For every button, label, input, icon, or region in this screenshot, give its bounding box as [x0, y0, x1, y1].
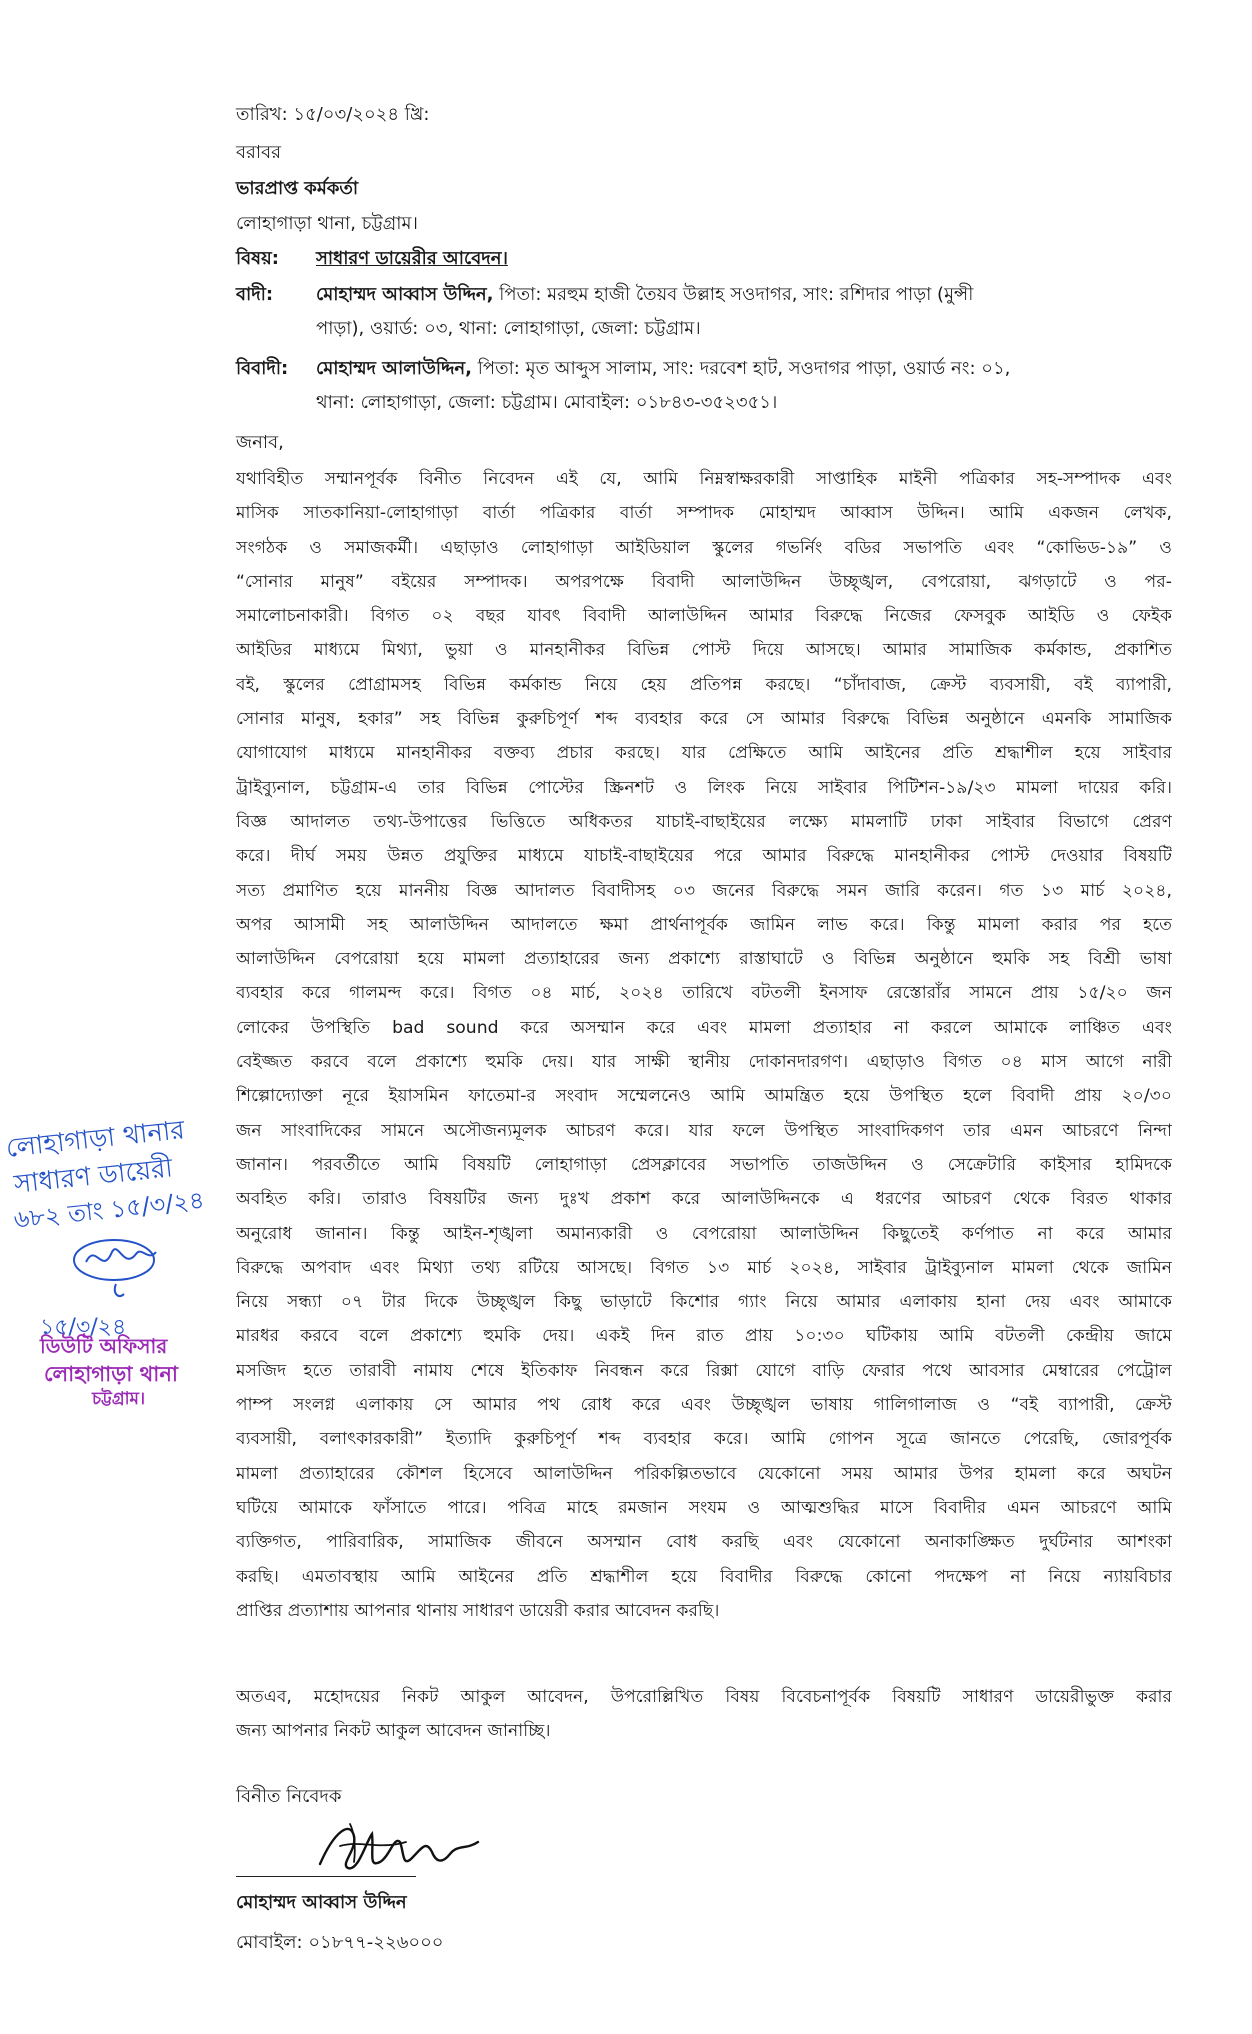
- acknowledgement-stamp: [0, 1115, 240, 1510]
- body-line: ঘটিয়ে আমাকে ফাঁসাতে পারে। পবিত্র মাহে রমজান সংযম ও আত্মশুদ্ধির মাসে বিবাদীর এমন আচরণে আমি: [236, 1497, 1172, 1518]
- defendant-details: [316, 358, 1168, 414]
- plaintiff-details: [316, 284, 1168, 340]
- handwritten-line-1: লোহাগাড়া থানার: [4, 1115, 187, 1164]
- closing-paragraph: [236, 1680, 1172, 1748]
- plaintiff-details-line-1: পিতা: মরহুম হাজী তৈয়ব উল্লাহ সওদাগর, সাং: রশিদার পাড়া (মুন্সী: [493, 284, 974, 305]
- signer-name: মোহাম্মদ আব্বাস উদ্দিন: [236, 1892, 407, 1913]
- body-line: “সোনার মানুষ” বইয়ের সম্পাদক। অপরপক্ষে বিবাদী আলাউদ্দিন উচ্ছৃঙ্খল, বেপরোয়া, ঝগড়াটে ও পর-: [236, 571, 1172, 592]
- date-line: তারিখ: ১৫/০৩/২০২৪ খ্রি:: [236, 104, 430, 125]
- recipient-place: লোহাগাড়া থানা, চট্টগ্রাম।: [236, 213, 418, 234]
- plaintiff-label: বাদী:: [236, 284, 274, 305]
- handwritten-initials-image: [66, 1232, 176, 1312]
- subject-value: সাধারণ ডায়েরীর আবেদন।: [316, 248, 508, 269]
- body-line: নিয়ে সন্ধ্যা ০৭ টার দিকে উচ্ছৃঙ্খল কিছু ভাড়াটে কিশোর গ্যাং নিয়ে আমার এলাকায় হানা দেয় এবং আমাকে: [236, 1292, 1172, 1313]
- handwritten-line-3: ৬৮২ তাং ১৫/৩/২৪: [12, 1185, 206, 1234]
- body-line: ট্রাইব্যুনাল, চট্টগ্রাম-এ তার বিভিন্ন পোস্টের স্ক্রিনশট ও লিংক নিয়ে সাইবার পিটিশন-১৯/২৩ মামলা দায়ের করি।: [236, 777, 1172, 798]
- body-line: সোনার মানুষ, হকার” সহ বিভিন্ন কুরুচিপূর্ণ শব্দ ব্যবহার করে সে আমার বিরুদ্ধে বিভিন্ন অনুষ্ঠানে এমনকি সামাজিক: [236, 709, 1172, 730]
- body-line: মামলা প্রত্যাহারের কৌশল হিসেবে আলাউদ্দিন পরিকল্পিতভাবে যেকোনো সময় আমার উপর হামলা করে অঘটন: [236, 1463, 1172, 1484]
- subject-label: বিষয়:: [236, 248, 279, 269]
- recipient-title: ভারপ্রাপ্ত কর্মকর্তা: [236, 178, 359, 199]
- body-line: জানান। পরবর্তীতে আমি বিষয়টি লোহাগাড়া প্রেসক্লাবের সভাপতি তাজউদ্দিন ও সেক্রেটারি কাইসার হামিদকে: [236, 1154, 1172, 1175]
- salutation: জনাব,: [236, 432, 284, 453]
- body-line: ব্যবসায়ী, বলাৎকারকারী” ইত্যাদি কুরুচিপূর্ণ শব্দ ব্যবহার করে। আমি গোপন সূত্রে জানতে পেরেছি, জোরপূর্বক: [236, 1429, 1172, 1450]
- body-line: সমালোচনাকারী। বিগত ০২ বছর যাবৎ বিবাদী আলাউদ্দিন আমার বিরুদ্ধে নিজের ফেসবুক আইডি ও ফেইক: [236, 606, 1172, 627]
- body-line: শিল্পোদ্যোক্তা নূরে ইয়াসমিন ফাতেমা-র সংবাদ সম্মেলনেও আমি আমন্ত্রিত হয়ে উপস্থিত হলে বিবাদী প্রায় ২০/৩০: [236, 1086, 1172, 1107]
- body-line: যোগাযোগ মাধ্যমে মানহানীকর বক্তব্য প্রচার করছে। যার প্রেক্ষিতে আমি আইনের প্রতি শ্রদ্ধাশীল হয়ে সাইবার: [236, 743, 1172, 764]
- body-line: যথাবিহীত সম্মানপূর্বক বিনীত নিবেদন এই যে, আমি নিম্নস্বাক্ষরকারী সাপ্তাহিক মাইনী পত্রিকার সহ-সম্পাদক এবং: [236, 469, 1172, 489]
- signature-image: [310, 1812, 490, 1884]
- handwritten-date: ১৫/৩/২৪: [40, 1315, 127, 1340]
- plaintiff-name: মোহাম্মদ আব্বাস উদ্দিন,: [316, 284, 494, 305]
- body-line: আলাউদ্দিন বেপরোয়া হয়ে মামলা প্রত্যাহারের জন্য প্রকাশ্যে রাস্তাঘাটে ও বিভিন্ন অনুষ্ঠানে হুমকি সহ বিশ্রী ভাষা: [236, 949, 1172, 970]
- signature-rule: [236, 1876, 416, 1877]
- body-line: অপর আসামী সহ আলাউদ্দিন আদালতে ক্ষমা প্রার্থনাপূর্বক জামিন লাভ করে। কিন্তু মামলা করার পর হতে: [236, 914, 1172, 935]
- body-line: লোকের উপস্থিতি bad sound করে অসম্মান করে এবং মামলা প্রত্যাহার না করলে আমাকে লাঞ্চিত এবং: [236, 1017, 1172, 1038]
- signer-mobile: মোবাইল: ০১৮৭৭-২২৬০০০: [236, 1932, 444, 1953]
- body-line: বই, স্কুলের প্রোগ্রামসহ বিভিন্ন কর্মকান্ড নিয়ে হেয় প্রতিপন্ন করছে। “চাঁদাবাজ, ক্রেস্ট ব্যবসায়ী, বই ব্যাপারী,: [236, 674, 1172, 695]
- defendant-name: মোহাম্মদ আলাউদ্দিন,: [316, 358, 472, 379]
- body-line: ব্যক্তিগত, পারিবারিক, সামাজিক জীবনে অসম্মান বোধ করছি এবং যেকোনো অনাকাঙ্ক্ষিত দুর্ঘটনার আশংকা: [236, 1532, 1172, 1553]
- body-line: মাসিক সাতকানিয়া-লোহাগাড়া বার্তা পত্রিকার বার্তা সম্পাদক মোহাম্মদ আব্বাস উদ্দিন। আমি একজন লেখক,: [236, 503, 1172, 524]
- body-line: সংগঠক ও সমাজকর্মী। এছাড়াও লোহাগাড়া আইডিয়াল স্কুলের গভর্নিং বডির সভাপতি এবং “কোভিড-১৯” ও: [236, 537, 1172, 558]
- closing-line: অতএব, মহোদয়ের নিকট আকুল আবেদন, উপরোল্লিখিত বিষয় বিবেচনাপূর্বক বিষয়টি সাধারণ ডায়েরীভুক্ত করার: [236, 1687, 1172, 1707]
- sign-off: বিনীত নিবেদক: [236, 1786, 342, 1807]
- body-line: মারধর করবে বলে প্রকাশ্যে হুমকি দেয়। একই দিন রাত প্রায় ১০:৩০ ঘটিকায় আমি বটতলী কেন্দ্রীয় জামে: [236, 1326, 1172, 1347]
- to-line: বরাবর: [236, 142, 282, 163]
- body-line: করছি। এমতাবস্থায় আমি আইনের প্রতি শ্রদ্ধাশীল হয়ে বিবাদীর বিরুদ্ধে কোনো পদক্ষেপ না নিয়ে ন্যায়বিচার: [236, 1566, 1172, 1587]
- closing-line: জন্য আপনার নিকট আকুল আবেদন জানাচ্ছি।: [236, 1721, 551, 1741]
- body-line: প্রাপ্তির প্রত্যাশায় আপনার থানায় সাধারণ ডায়েরী করার আবেদন করছি।: [236, 1600, 720, 1621]
- body-line: অনুরোধ জানান। কিন্তু আইন-শৃঙ্খলা অমান্যকারী ও বেপরোয়া আলাউদ্দিন কিছুতেই কর্ণপাত না করে আমার: [236, 1223, 1172, 1244]
- body-line: ব্যবহার করে গালমন্দ করে। বিগত ০৪ মার্চ, ২০২৪ তারিখে বটতলী ইনসাফ রেস্তোরাঁর সামনে প্রায় ১৫/২০ জন: [236, 983, 1172, 1004]
- body-line: পাম্প সংলগ্ন এলাকায় সে আমার পথ রোধ করে এবং উচ্ছৃঙ্খল ভাষায় গালিগালাজ ও “বই ব্যাপারী, ক্রেস্ট: [236, 1395, 1172, 1416]
- body-line: বেইজ্জত করবে বলে প্রকাশ্যে হুমকি দেয়। যার সাক্ষী স্থানীয় দোকানদারগণ। এছাড়াও বিগত ০৪ মাস আগে নারী: [236, 1052, 1172, 1073]
- seal-line-3: চট্টগ্রাম।: [92, 1389, 146, 1409]
- body-line: মসজিদ হতে তারাবী নামায শেষে ইতিকাফ নিবন্ধন করে রিক্সা যোগে বাড়ি ফেরার পথে আবসার মেম্বারের পেট্রোল: [236, 1360, 1172, 1381]
- body-line: সত্য প্রমাণিত হয়ে মাননীয় বিজ্ঞ আদালত বিবাদীসহ ০৩ জনের বিরুদ্ধে সমন জারি করেন। গত ১৩ মার্চ ২০২৪,: [236, 880, 1172, 901]
- defendant-label: বিবাদী:: [236, 358, 289, 379]
- plaintiff-details-line-2: পাড়া), ওয়ার্ড: ০৩, থানা: লোহাগাড়া, জেলা: চট্টগ্রাম।: [316, 318, 701, 339]
- body-line: করে। দীর্ঘ সময় উন্নত প্রযুক্তির মাধ্যমে যাচাই-বাছাইয়ের পরে আমার বিরুদ্ধে মানহানীকর পোস্ট দেওয়ার বিষয়টি: [236, 846, 1172, 867]
- defendant-details-line-1: পিতা: মৃত আব্দুস সালাম, সাং: দরবেশ হাট, সওদাগর পাড়া, ওয়ার্ড নং: ০১,: [471, 358, 1011, 379]
- body-line: অবহিত করি। তারাও বিষয়টির জন্য দুঃখ প্রকাশ করে আলাউদ্দিনকে এ ধরণের আচরণ থেকে বিরত থাকার: [236, 1189, 1172, 1210]
- body-line: বিজ্ঞ আদালত তথ্য-উপাত্তের ভিত্তিতে অধিকতর যাচাই-বাছাইয়ের লক্ষ্যে মামলাটি ঢাকা সাইবার বিভাগে প্রেরণ: [236, 811, 1172, 832]
- defendant-details-line-2: থানা: লোহাগাড়া, জেলা: চট্টগ্রাম। মোবাইল: ০১৮৪৩-৩৫২৩৫১।: [316, 392, 778, 413]
- body-paragraph: [236, 462, 1172, 1628]
- seal-line-2: লোহাগাড়া থানা: [44, 1362, 178, 1386]
- seal-line-1: ডিউটি অফিসার: [40, 1334, 168, 1358]
- body-line: বিরুদ্ধে অপবাদ এবং মিথ্যা তথ্য রটিয়ে আসছে। বিগত ১৩ মার্চ ২০২৪, সাইবার ট্রাইব্যুনাল মামলা থেকে জামিন: [236, 1257, 1172, 1278]
- body-line: জন সাংবাদিকের সামনে অসৌজন্যমূলক আচরণ করে। যার ফলে উপস্থিত সাংবাদিকগণ তার এমন আচরণে নিন্দা: [236, 1120, 1172, 1141]
- handwritten-line-2: সাধারণ ডায়েরী: [12, 1153, 175, 1200]
- body-line: আইডির মাধ্যমে মিথ্যা, ভুয়া ও মানহানীকর বিভিন্ন পোস্ট দিয়ে আসছে। আমার সামাজিক কর্মকান্ড, প্রকাশিত: [236, 640, 1172, 661]
